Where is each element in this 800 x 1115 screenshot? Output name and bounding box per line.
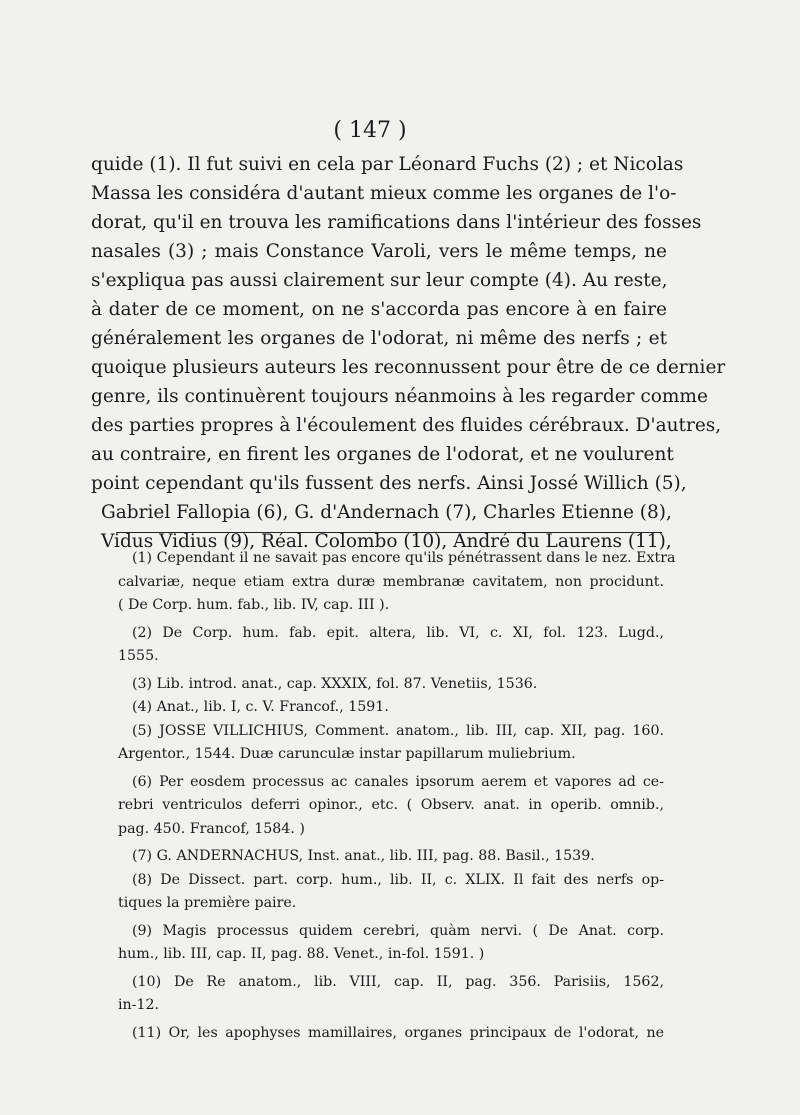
footnote-3 <box>118 673 664 697</box>
body-line: dorat, qu'il en trouva les ramifications dans l'intérieur des fosses <box>91 212 702 233</box>
footnote-line: (10) De Re anatom., lib. VIII, cap. II, pag. 356. Parisiis, 1562, <box>132 973 664 990</box>
body-line: à dater de ce moment, on ne s'accorda pas encore à en faire <box>91 299 667 320</box>
body-line: genre, ils continuèrent toujours néanmoins à les regarder comme <box>91 386 708 407</box>
footnotes <box>118 547 676 1045</box>
footnote-line: (2) De Corp. hum. fab. epit. altera, lib. VI, c. XI, fol. 123. Lugd., <box>132 624 664 641</box>
footnote-line: (6) Per eosdem processus ac canales ipsorum aerem et vapores ad ce- <box>132 773 664 790</box>
body-line: au contraire, en firent les organes de l'odorat, et ne voulurent <box>91 444 674 465</box>
footnote-line: ( De Corp. hum. fab., lib. IV, cap. III ). <box>118 597 390 613</box>
footnote-divider <box>116 532 662 533</box>
footnote-2 <box>118 622 664 669</box>
footnote-10 <box>118 971 664 1018</box>
body-text <box>91 150 726 556</box>
footnote-line: (8) De Dissect. part. corp. hum., lib. II, c. XLIX. Il fait des nerfs op- <box>132 871 664 888</box>
page-number: ( 147 ) <box>333 118 407 143</box>
body-line: des parties propres à l'écoulement des fluides cérébraux. D'autres, <box>91 415 722 436</box>
footnote-line: pag. 450. Francof, 1584. ) <box>118 820 305 837</box>
footnote-line: (9) Magis processus quidem cerebri, quàm nervi. ( De Anat. corp. <box>132 922 664 939</box>
footnote-line: tiques la première paire. <box>118 895 297 911</box>
footnote-line: (1) Cependant il ne savait pas encore qu'ils pénétrassent dans le nez. Extra <box>132 550 676 566</box>
footnote-8 <box>118 869 664 916</box>
footnote-line: calvariæ, neque etiam extra duræ membranæ cavitatem, non procidunt. <box>118 573 664 590</box>
footnote-line: (3) Lib. introd. anat., cap. XXXIX, fol. 87. Venetiis, 1536. <box>132 675 538 692</box>
footnote-9 <box>118 920 664 967</box>
footnote-line: (7) G. ANDERNACHUS, Inst. anat., lib. III, pag. 88. Basil., 1539. <box>132 848 595 864</box>
footnote-line: (11) Or, les apophyses mamillaires, organes principaux de l'odorat, ne <box>132 1024 664 1041</box>
body-line: quoique plusieurs auteurs les reconnussent pour être de ce dernier <box>91 357 726 378</box>
body-line: Vidus Vidius (9), Réal. Colombo (10), André du Laurens (11), <box>101 531 672 552</box>
footnote-4 <box>118 696 664 720</box>
body-line: Gabriel Fallopia (6), G. d'Andernach (7), Charles Etienne (8), <box>101 502 672 523</box>
footnote-line: 1555. <box>118 648 159 664</box>
body-line: généralement les organes de l'odorat, ni même des nerfs ; et <box>91 328 667 349</box>
body-line: Massa les considéra d'autant mieux comme les organes de l'o- <box>91 183 677 204</box>
footnote-5 <box>118 720 664 767</box>
footnote-line: rebri ventriculos deferri opinor., etc. ( Observ. anat. in operib. omnib., <box>118 797 664 813</box>
footnote-line: (4) Anat., lib. I, c. V. Francof., 1591. <box>132 699 389 715</box>
footnote-1 <box>118 547 676 618</box>
body-line: quide (1). Il fut suivi en cela par Léonard Fuchs (2) ; et Nicolas <box>91 154 684 175</box>
footnote-line: (5) JOSSE VILLICHIUS, Comment. anatom., lib. III, cap. XII, pag. 160. <box>132 722 664 739</box>
body-line: point cependant qu'ils fussent des nerfs. Ainsi Jossé Willich (5), <box>91 473 687 494</box>
footnote-11 <box>118 1022 664 1046</box>
footnote-line: hum., lib. III, cap. II, pag. 88. Venet., in-fol. 1591. ) <box>118 946 485 962</box>
body-line: nasales (3) ; mais Constance Varoli, vers le même temps, ne <box>91 241 667 262</box>
footnote-7 <box>118 845 664 869</box>
footnote-6 <box>118 771 664 842</box>
footnote-line: in-12. <box>118 997 160 1013</box>
footnote-line: Argentor., 1544. Duæ carunculæ instar papillarum muliebrium. <box>118 746 576 762</box>
body-line: s'expliqua pas aussi clairement sur leur compte (4). Au reste, <box>91 270 668 291</box>
